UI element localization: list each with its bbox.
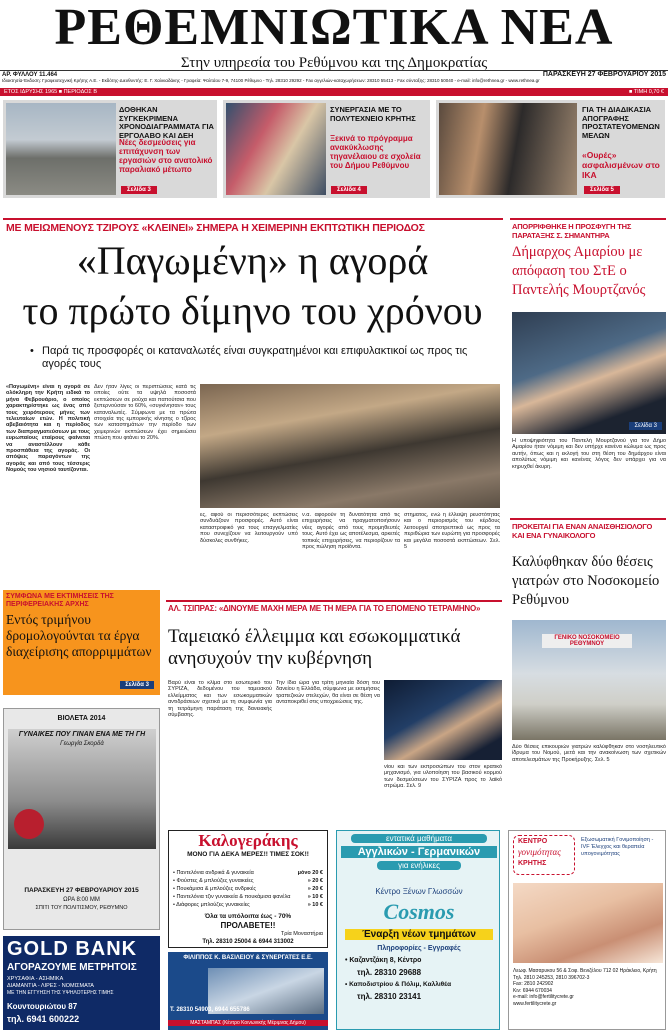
book-date: ΠΑΡΑΣΚΕΥΗ 27 ΦΕΒΡΟΥΑΡΙΟΥ 2015 <box>24 887 139 894</box>
book-time: ΩΡΑ 8:00 ΜΜ <box>63 897 100 903</box>
gold-bank-line1: ΑΓΟΡΑΖΟΥΜΕ ΜΕΤΡΗΤΟΙΣ <box>7 962 137 973</box>
info-bar <box>0 70 668 82</box>
main-col-4: ν.α. αφορούν τη δυνατότητα από τις επιχειρήσεις να πραγματοποιήσουν νέες αγορές από τους προμηθευτές τους. Αυτό έχει ως αποτέλεσμα, αρκετές τοπικές επιχειρήσεις, να περιορίζουν τα προς πώληση προϊόντα. <box>302 512 400 551</box>
right-story-1-body: Η υποψηφιότητα του Παντελή Μουρτζανού για τον Δήμο Αμαρίου ήταν νόμιμη και δεν υπήρχε κανένα κώλυμα ως προς αυτήν, όπως και η εκλογή του στη θέση του δημάρχου είναι απολύτως νόμιμη και κανένας λόγος δεν υπάρχει για να κηρυχθεί άκυρη. <box>512 438 666 470</box>
newspaper-subtitle: Στην υπηρεσία του Ρεθύμνου και της Δημοκρατίας <box>180 55 488 71</box>
fert-desc: Εξωσωματική Γονιμοποίηση - IVF Έλεγχος και θεραπεία υπογονιμότητας <box>581 837 654 857</box>
right-story-1-page[interactable]: Σελίδα 3 <box>629 422 662 430</box>
fert-contact: Λεωφ. Μασαρυκου 56 & Σοφ. Βενιζέλου 712 02 Ηράκλειο, Κρήτη Τηλ. 2810 245253, 2810 396702-3 Fax: 2810 242902 Κιν: 6944 670034 e-mail: info@fertilitycrete.gr www.fertilitycrete.gr <box>513 968 657 1007</box>
teaser-2-photo <box>226 103 326 195</box>
tsipras-photo <box>384 680 502 760</box>
founded-text: ΕΤΟΣ ΙΔΡΥΣΗΣ 1965 ■ ΠΕΡΙΟΔΟΣ Β <box>4 89 98 95</box>
gold-bank-line2: ΧΡΥΣΑΦΙΑ - ΑΣΗΜΙΚΑ <box>7 976 64 982</box>
main-col-2: Δεν ήταν λίγες οι περιπτώσεις κατά τις οποίες ούτε τα υψηλά ποσοστά εκπτώσεων σε ρούχα και παπούτσια που ξεπερνούσαν το 60%, «συγκίνησαν» τους καταναλωτές. Σύμφωνα με τα πρώτα στοιχεία της εμπορικής κίνησης ο τζίρος των καταστημάτων την περίοδο των χειμερινών εκπτώσεων έχει σημειώσει πτώση που φτάνει το 20%. <box>94 384 196 442</box>
teaser-2[interactable] <box>223 100 430 198</box>
teaser-3-title: «Ουρές» ασφαλισμένων στο ΙΚΑ <box>582 150 660 180</box>
book-poster <box>3 708 160 930</box>
teaser-1[interactable] <box>3 100 217 198</box>
founded-bar <box>0 88 668 96</box>
right-story-1-photo <box>512 312 666 434</box>
ad-kalogerakis[interactable] <box>168 830 328 948</box>
kalogerakis-promo: ΠΡΟΛΑΒΕΤΕ!! <box>220 921 276 930</box>
cosmos-tel2: τηλ. 28310 23141 <box>357 992 422 1001</box>
cosmos-addr1: • Καζαντζάκη 8, Κέντρο <box>345 957 422 964</box>
hospital-photo <box>512 620 666 740</box>
gold-bank-name: GOLD BANK <box>7 938 138 960</box>
kalogerakis-discount: Όλα τα υπόλοιπα έως - 70% <box>204 913 292 920</box>
right-story-2-kicker: ΠΡΟΚΕΙΤΑΙ ΓΙΑ ΕΝΑΝ ΑΝΑΙΣΘΗΣΙΟΛΟΓΟ ΚΑΙ ΕΝΑ ΓΥΝΑΙΚΟΛΟΓΟ <box>512 522 653 540</box>
teaser-1-photo <box>6 103 116 195</box>
teaser-3-kicker: ΓΙΑ ΤΗ ΔΙΑΔΙΚΑΣΙΑ ΑΠΟΓΡΑΦΗΣ ΠΡΟΣΤΑΤΕΥΟΜΕΝΩΝ ΜΕΛΩΝ <box>582 105 660 140</box>
cosmos-center: Κέντρο Ξένων Γλωσσών <box>375 887 463 896</box>
periph-kicker: ΣΥΜΦΩΝΑ ΜΕ ΕΚΤΙΜΗΣΕΙΣ ΤΗΣ ΠΕΡΙΦΕΡΕΙΑΚΗΣ ΑΡΧΗΣ <box>6 593 114 608</box>
kalogerakis-item: • Διάφορες μπλούζες γυναικείες » 10 € <box>173 902 323 908</box>
cosmos-brand: Cosmos <box>383 899 455 924</box>
teaser-3-page[interactable]: Σελίδα 5 <box>584 186 620 194</box>
teaser-1-kicker: ΔΟΘΗΚΑΝ ΣΥΓΚΕΚΡΙΜΕΝΑ ΧΡΟΝΟΔΙΑΓΡΑΜΜΑΤΑ ΓΙΑ ΕΡΓΟΛΑΒΟ ΚΑΙ ΔΕΗ <box>119 105 214 140</box>
cosmos-tag: Έναρξη νέων τμημάτων <box>345 929 493 940</box>
teaser-2-kicker: ΣΥΝΕΡΓΑΣΙΑ ΜΕ ΤΟ ΠΟΛΥΤΕΧΝΕΙΟ ΚΡΗΤΗΣ <box>330 105 416 123</box>
right-story-1-headline: Δήμαρχος Αμαρίου με απόφαση του ΣτΕ ο Παντελής Μουρτζανός <box>512 244 646 298</box>
main-headline-1: «Παγωμένη» η αγορά <box>76 238 429 283</box>
fert-photo <box>513 883 663 963</box>
cosmos-top: εντατικά μαθήματα <box>351 834 487 843</box>
teaser-1-title: Νέες δεσμεύσεις για επιτάχυνση των εργασιών στο ανατολικό παραλιακό μέτωπο <box>119 138 213 174</box>
book-place: ΣΠΙΤΙ ΤΟΥ ΠΟΛΙΤΙΣΜΟΥ, ΡΕΘΥΜΝΟ <box>35 905 128 911</box>
cosmos-langs: Αγγλικών - Γερμανικών <box>341 846 497 858</box>
tsipras-divider <box>166 600 502 602</box>
issue-date: ΠΑΡΑΣΚΕΥΗ 27 ΦΕΒΡΟΥΑΡΙΟΥ 2015 <box>542 71 666 78</box>
issue-number: ΑΡ. ΦΥΛΛΟΥ 11.464 <box>2 72 58 78</box>
kalogerakis-addr: Τρία Μοναστήρια <box>280 931 323 937</box>
vasileiou-footer: ΜΑΣΤΑΜΠΑΣ (Κέντρο Κοινωνικής Μέριμνας Δήμου) <box>168 1020 328 1026</box>
right-story-1-kicker: ΑΠΟΡΡΙΦΘΗΚΕ Η ΠΡΟΣΦΥΓΗ ΤΗΣ ΠΑΡΑΤΑΞΗΣ Σ. ΣΗΜΑΝΤΗΡΑ <box>512 222 632 240</box>
ad-vasileiou[interactable] <box>168 952 328 1030</box>
gold-bank-line3: ΔΙΑΜΑΝΤΙΑ - ΛΙΡΕΣ - ΝΟΜΙΣΜΑΤΑ <box>7 983 94 989</box>
book-logo-icon <box>14 809 44 839</box>
main-bullet-text: Παρά τις προσφορές οι καταναλωτές είναι συγκρατημένοι και επιφυλακτικοί ως προς τις αγορές τους <box>42 345 468 370</box>
cosmos-sub: για ενήλικες <box>377 861 461 870</box>
vasileiou-name: ΦΙΛΙΠΠΟΣ Κ. ΒΑΣΙΛΕΙΟΥ & ΣΥΝΕΡΓΑΤΕΣ Ε.Ε. <box>183 955 313 961</box>
hospital-sign: ΓΕΝΙΚΟ ΝΟΣΟΚΟΜΕΙΟ ΡΕΘΥΜΝΟΥ <box>542 634 632 648</box>
right-divider-2 <box>510 518 666 520</box>
gold-bank-line4: ΜΕ ΤΗΝ ΕΓΓΥΗΣΗ ΤΗΣ ΥΨΗΛΟΤΕΡΗΣ ΤΙΜΗΣ <box>7 990 114 996</box>
teaser-2-title: Ξεκινά το πρόγραμμα ανακύκλωσης τηγανέλαιου σε σχολεία του Δήμου Ρεθύμνου <box>330 134 421 170</box>
ad-cosmos[interactable] <box>336 830 500 1030</box>
ad-gold-bank[interactable] <box>3 936 160 1030</box>
tsipras-col-3: νίου και των εκπροσώπων του στον κρατικό μηχανισμό, για υλοποίηση του βασικού κορμού των δεσμεύσεων του ΣΥΡΙΖΑ προς το λαϊκό στρώμα. Σελ. 9 <box>384 764 502 790</box>
gold-bank-addr: Κουντουριώτου 87 <box>7 1002 78 1011</box>
teaser-2-page[interactable]: Σελίδα 4 <box>331 186 367 194</box>
main-street-photo <box>200 384 500 508</box>
tsipras-headline: Ταμειακό έλλειμμα και εσωκομματικά ανησυχούν την κυβέρνηση <box>168 626 461 669</box>
tsipras-kicker: ΑΛ. ΤΣΙΠΡΑΣ: «ΔΙΝΟΥΜΕ ΜΑΧΗ ΜΕΡΑ ΜΕ ΤΗ ΜΕΡΑ ΓΙΑ ΤΟ ΕΠΟΜΕΝΟ ΤΕΤΡΑΜΗΝΟ» <box>168 604 481 613</box>
cosmos-tel1: τηλ. 28310 29688 <box>357 968 422 977</box>
main-headline-2: το πρώτο δίμηνο του χρόνου <box>22 288 483 333</box>
kalogerakis-item: • Παντελόνια τζιν γυναικεία & πουκάμισα φανέλα » 10 € <box>173 894 323 900</box>
kalogerakis-list <box>173 869 323 909</box>
right-divider-1 <box>510 218 666 220</box>
periph-headline: Εντός τριμήνου δρομολογούνται τα έργα διαχείρισης απορριμμάτων <box>6 612 152 659</box>
cosmos-info: Πληροφορίες - Εγγραφές <box>377 945 461 952</box>
right-story-2-headline: Καλύφθηκαν δύο θέσεις γιατρών στο Νοσοκομείο Ρεθύμνου <box>512 554 660 608</box>
teaser-3[interactable] <box>436 100 665 198</box>
main-divider <box>3 218 503 220</box>
ad-fertility[interactable] <box>508 830 666 1030</box>
book-author: Γεωργία Σκορδά <box>60 741 104 747</box>
periph-box <box>3 590 160 695</box>
kalogerakis-item: • Παντελόνια ανδρικά & γυναικεία μόνο 20 € <box>173 870 323 876</box>
tsipras-col-1: Βαρύ είναι το κλίμα στο εσωτερικό του ΣΥΡΙΖΑ, δεδομένου του ταμειακού ελλείμματος και των εσωκομματικών αντιδράσεων σχετικά με τη συμφωνία για τη τετράμηνη παράταση της δανειακής σύμβασης. <box>168 680 272 719</box>
price-text: ■ ΤΙΜΗ 0,70 € <box>628 89 664 95</box>
bullet-dot: • <box>30 345 34 357</box>
fert-logo: ΚΕΝΤΡΟ γονιμότητας ΚΡΗΤΗΣ <box>513 835 575 875</box>
right-story-2-body: Δύο θέσεις επικουριών γιατρών καλύφθηκαν στο νοσηλευτικό ίδρυμα του Νομού, μετά και την ανακοίνωση των σχετικών αποτελεσμάτων της Προκήρυξης. Σελ. 5 <box>512 744 666 763</box>
teaser-1-page[interactable]: Σελίδα 3 <box>121 186 157 194</box>
vasileiou-tel: Τ. 28310 54903, 6944 655786 <box>170 1007 250 1013</box>
publisher-details: Ιδιοκτησία-Έκδοση: Γραφειοτεχνική Κρήτης Α.Ε. - Εκδότης-Διευθυντής: Ε. Γ. Χαλκιαδάκης - Γραφεία: Ψαλτάου 7-9, 74100 Ρέθυμνο - Τηλ. 28310 29292 - Fax αγγελιών-καταχωρήσεων: 28310 55413 - Fax σύνταξης: 28310 50040 - e-mail: info@rethnea.gr - www.rethnea.gr <box>2 78 540 83</box>
main-kicker: ΜΕ ΜΕΙΩΜΕΝΟΥΣ ΤΖΙΡΟΥΣ «ΚΛΕΙΝΕΙ» ΣΗΜΕΡΑ Η ΧΕΙΜΕΡΙΝΗ ΕΚΠΤΩΤΙΚΗ ΠΕΡΙΟΔΟΣ <box>6 222 425 234</box>
kalogerakis-item: • Πουκάμισα & μπλούζες ανδρικές » 20 € <box>173 886 323 892</box>
newspaper-title: ΡΕΘΕΜΝΙΩΤΙΚΑ ΝΕΑ <box>54 0 614 56</box>
kalogerakis-name: Καλογεράκης <box>198 831 298 850</box>
book-main-title: ΓΥΝΑΙΚΕΣ ΠΟΥ ΓΙΝΑΝ ΕΝΑ ΜΕ ΤΗ ΓΗ <box>18 731 146 738</box>
tsipras-col-2: Την ίδια ώρα για τρίτη μηνιαία δόση του δανείου η Ελλάδα, σύμφωνα με εκτιμήσεις τραπεζικών στελεχών, θα είναι σε θέση να ανταποκριθεί στις υποχρεώσεις της. <box>276 680 380 706</box>
main-col-3: ες, αφού οι περισσότερες εκπτώσεις συνδυάζουν προσφορές. Αυτό είναι καταστροφικό για τους επαγγελματίες που συνεχίζουν να λειτουργούν υπό δύσκολες συνθήκες. <box>200 512 298 544</box>
kalogerakis-item: • Φούστες & μπλούζες γυναικείες » 20 € <box>173 878 323 884</box>
book-title: ΒΙΟΛΕΤΑ 2014 <box>57 715 106 722</box>
teaser-3-photo <box>439 103 577 195</box>
kalogerakis-line: ΜΟΝΟ ΓΙΑ ΔΕΚΑ ΜΕΡΕΣ!! ΤΙΜΕΣ ΣΟΚ!! <box>187 851 309 858</box>
cosmos-addr2: • Καποδιστρίου & Πόλιμ, Καλλιθέα <box>345 981 452 988</box>
kalogerakis-tel: Τηλ. 28310 25004 & 6944 313002 <box>202 939 294 945</box>
main-col-5: στηματος, ενώ η έλλειψη ρευστότητας και ο περιορισμός του κέρδους λειτουργεί αποτρεπτικά ως προς τα περιθώρια των ευρώπη για προσφορές και μεγάλα ποσοστά εκπτώσεων. Σελ. 5 <box>404 512 500 551</box>
gold-bank-tel: τηλ. 6941 600222 <box>7 1014 80 1024</box>
masthead <box>0 0 668 70</box>
main-col-1: «Παγωμένη» είναι η αγορά σε ολόκληρη την Κρήτη ειδικά το μήνα Φεβρουάριο, ο οποίος χαρακτηρίστηκε ως ένας από τους χειρότερους μήνες των τελευταίων ετών. Η πολιτική αβεβαιότητα και η περίοδος των διαπραγματεύσεων με τους ευρωπαίους εταίρους φαίνεται να αναστέλλουν κάθε προσπάθεια της αγοράς. Οι απόψεις παραγόντων της αγοράς και από τους τέσσερις Νομούς του νησιού ταυτίζονται. <box>6 384 90 474</box>
main-bullet <box>30 345 482 371</box>
periph-page[interactable]: Σελίδα 3 <box>120 681 154 689</box>
